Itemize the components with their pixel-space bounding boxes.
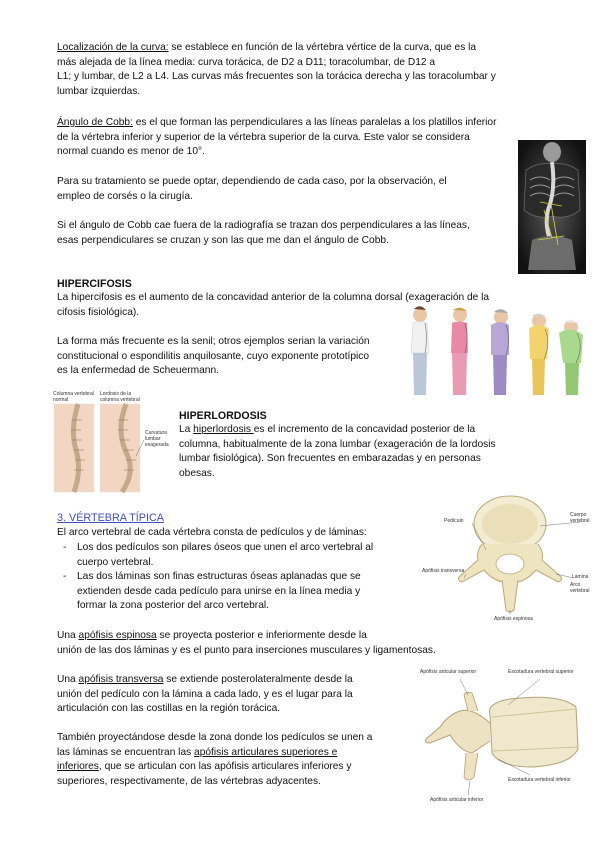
text-line: - Las dos láminas son finas estructuras óseas aplanadas que se xyxy=(77,571,361,583)
text-line: lumbar izquierdas. xyxy=(57,85,141,97)
text-line: esas perpendiculares se cruzan y son las que me dan el ángulo de Cobb. xyxy=(57,234,389,246)
list-item xyxy=(57,541,417,570)
text-line: cifosis fisiológica). xyxy=(57,306,140,318)
cobb-term: Ángulo de Cobb: xyxy=(57,117,133,128)
text-line: unión del pedículo con la lámina a cada lado, y es el lugar para la xyxy=(57,688,353,700)
text-line: La forma más frecuente es la senil; otros ejemplos serian la variación xyxy=(57,336,370,347)
text-line: Si el ángulo de Cobb cae fuera de la radiografía se trazan dos perpendiculares a las líneas, xyxy=(57,220,470,231)
text-line: - Los dos pedículos son pilares óseos que unen el arco vertebral al xyxy=(77,542,374,553)
figure-label: Arco vertebral xyxy=(570,582,590,594)
text-span: Una xyxy=(57,630,79,641)
hipercifosis-paragraph-2 xyxy=(57,335,370,379)
text-line: es el que forman las perpendiculares a las líneas paralelas a los platillos inferior xyxy=(132,117,497,128)
text-line: L1; y lumbar, de L2 a L4. Las curvas más frecuentes son la torácica derecha y las toracolumbar y xyxy=(57,71,496,83)
text-line: es la enfermedad de Scheuermann. xyxy=(57,365,219,377)
figure-label: Apófisis transversa xyxy=(422,568,465,574)
hipercifosis-heading: HIPERCIFOSIS xyxy=(57,278,132,290)
figure-label: Lámina xyxy=(572,574,589,580)
text-line: unión de las dos láminas y es el punto para inserciones musculares y ligamentosas. xyxy=(57,644,436,656)
figure-label: Apófisis espinosa xyxy=(494,616,533,622)
localizacion-term: Localización de la curva: xyxy=(57,42,169,53)
text-span: , que se articulan con las apófisis articulares inferiores y xyxy=(98,761,352,773)
cobb-paragraph xyxy=(57,116,496,160)
vertebra-tipica-heading[interactable]: 3. VÉRTEBRA TÍPICA xyxy=(57,512,165,524)
vertebra-top-view-image xyxy=(420,490,600,625)
espinosa-term: apófisis espinosa xyxy=(78,630,157,641)
figure-label: Lordosis de la columna vertebral xyxy=(100,391,140,403)
text-span: Una xyxy=(57,674,79,685)
text-span: las láminas se encuentran las xyxy=(57,746,195,758)
hiperlordosis-paragraph xyxy=(179,423,496,481)
articulares-term: apófisis articulares superiores e xyxy=(194,746,338,758)
figure-label: Escotadura vertebral inferior xyxy=(508,777,571,783)
text-line: superiores, respectivamente, de las vértebras adyacentes. xyxy=(57,775,321,787)
figure-label: Escotadura vertebral superior xyxy=(508,669,574,675)
tratamiento-paragraph xyxy=(57,175,447,204)
text-line: articulación con las costillas en la región torácica. xyxy=(57,703,281,715)
articulares-term-cont: inferiores xyxy=(57,761,99,773)
text-line: se establece en función de la vértebra vértice de la curva, que es la xyxy=(168,42,477,53)
text-line: de la vértebra inferior y superior de la vértebra superior de la curva. Este valor se considera xyxy=(57,131,470,143)
text-span: es el incremento de la concavidad posterior de la xyxy=(253,424,476,435)
transversa-term: apófisis transversa xyxy=(78,674,164,685)
espinosa-paragraph xyxy=(57,629,436,658)
vertebra-bullet-list xyxy=(57,541,417,614)
text-line: obesas. xyxy=(179,467,215,479)
figure-label: Curvatura lumbar exagerada xyxy=(145,430,169,448)
text-line: formar la zona posterior del arco vertebral. xyxy=(77,600,269,612)
text-line: constitucional o espondilitis anquilosante, cuyo exponente prototípico xyxy=(57,350,370,362)
vertebra-intro: El arco vertebral de cada vértebra consta de pedículos y de láminas: xyxy=(57,527,367,538)
figure-label: Cuerpo vertebral xyxy=(570,512,590,524)
figure-label: Apófisis articular inferior xyxy=(430,797,484,803)
localizacion-paragraph xyxy=(57,41,496,99)
kyphosis-progression-image xyxy=(405,303,587,398)
list-item xyxy=(57,570,417,614)
text-span: se proyecta posterior e inferiormente desde la xyxy=(156,630,367,641)
text-line: columna, habitualmente de la zona lumbar (exageración de la lordosis xyxy=(179,438,496,450)
cobb-fuera-paragraph xyxy=(57,219,470,248)
text-line: Para su tratamiento se puede optar, dependiendo de cada caso, por la observación, el xyxy=(57,176,447,187)
text-line: También proyectándose desde la zona donde los pedículos se unen a xyxy=(57,732,373,743)
text-span: La xyxy=(179,424,194,435)
vertebra-lateral-view-image xyxy=(420,667,595,807)
text-line: empleo de corsés o la cirugía. xyxy=(57,190,193,202)
text-line: normal cuando es menor de 10°. xyxy=(57,146,205,158)
figure-label: Pedículo xyxy=(444,518,464,524)
transversa-paragraph xyxy=(57,673,353,717)
text-line: lumbar fisiológica). Son frecuentes en embarazadas y en personas xyxy=(179,453,481,465)
lordosis-comparison-image xyxy=(52,390,172,495)
text-line: La hipercifosis es el aumento de la concavidad anterior de la columna dorsal (exageración de la xyxy=(57,292,490,303)
figure-label: Apófisis articular superior xyxy=(420,669,477,675)
text-line: cuerpo vertebral. xyxy=(77,556,154,568)
xray-spine-image xyxy=(518,140,586,274)
articulares-paragraph xyxy=(57,731,372,789)
hiperlordosis-term: hiperlordosis xyxy=(193,424,254,435)
text-line: más alejada de la línea media: curva torácica, de D2 a D11; toracolumbar, de D12 a xyxy=(57,56,436,68)
text-span: se extiende posterolateralmente desde la xyxy=(163,674,353,685)
figure-label: Columna vertebral normal xyxy=(53,391,94,403)
text-line: extienden desde cada pedículo para unirse en la línea media y xyxy=(77,585,361,597)
hiperlordosis-heading: HIPERLORDOSIS xyxy=(179,410,267,422)
